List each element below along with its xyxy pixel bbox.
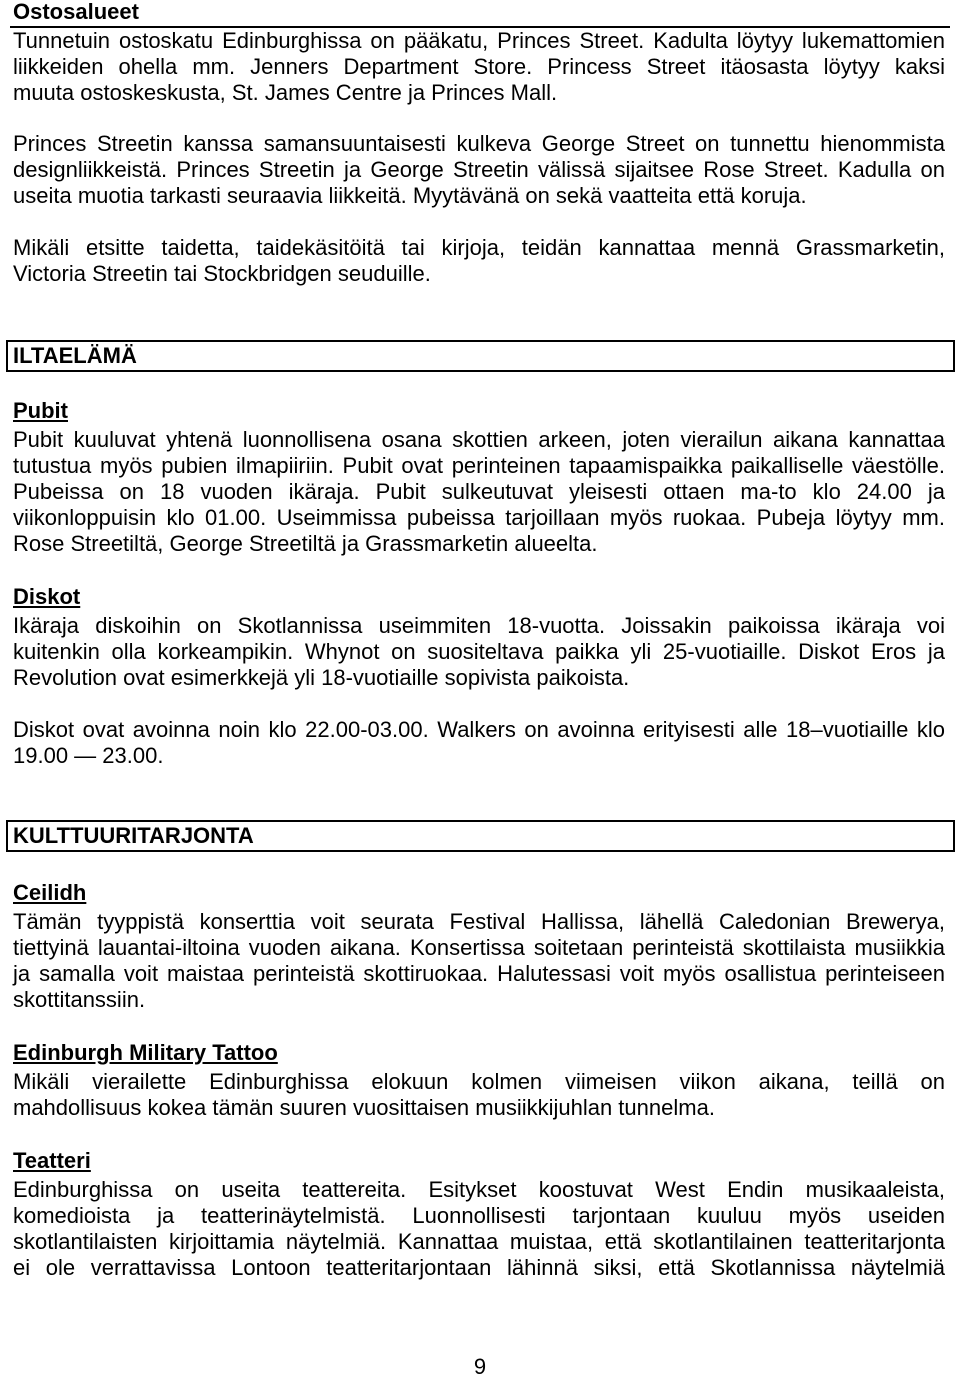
paragraph-line: liikkeiden ohella mm. Jenners Department Store. Princess Street itäosasta löytyy kaksi: [13, 54, 945, 79]
paragraph-line: Ikäraja diskoihin on Skotlannissa useimmiten 18-vuotta. Joissakin paikoissa ikäraja voi: [13, 613, 945, 638]
paragraph-line: komedioista ja teatterinäytelmistä. Luonnollisesti tarjontaan kuuluu myös useiden: [13, 1203, 945, 1228]
paragraph-line: viikonloppuisin klo 01.00. Useimmissa pubeissa tarjoillaan myös ruokaa. Pubeja löytyy mm.: [13, 505, 945, 530]
paragraph-line: muuta ostoskeskusta, St. James Centre ja Princes Mall.: [13, 80, 558, 105]
heading-teatteri: Teatteri: [13, 1148, 91, 1173]
paragraph-line: useita muotia tarkasti seuraavia liikkeitä. Myytävänä on sekä vaatteita että koruja.: [13, 183, 807, 208]
paragraph-line: Revolution ovat esimerkkejä yli 18-vuotiaille sopivista paikoista.: [13, 665, 630, 690]
paragraph-line: Diskot ovat avoinna noin klo 22.00-03.00. Walkers on avoinna erityisesti alle 18–vuotiaille klo: [13, 717, 945, 742]
shopping-paragraph-3: [13, 235, 945, 287]
paragraph-line: Edinburghissa on useita teattereita. Esitykset koostuvat West Endin musikaaleista,: [13, 1177, 945, 1202]
paragraph-line: 19.00 — 23.00.: [13, 743, 164, 768]
paragraph-line: Princes Streetin kanssa samansuuntaisesti kulkeva George Street on tunnettu hienommista: [13, 131, 945, 156]
discos-paragraph-1: [13, 613, 945, 691]
paragraph-line: Mikäli etsitte taidetta, taidekäsitöitä tai kirjoja, teidän kannattaa mennä Grassmarketin,: [13, 235, 945, 260]
section-title-kulttuuritarjonta: KULTTUURITARJONTA: [6, 820, 955, 852]
paragraph-line: Pubit kuuluvat yhtenä luonnollisena osana skottien arkeen, joten vierailun aikana kannattaa: [13, 427, 945, 452]
paragraph-line: Rose Streetiltä, George Streetiltä ja Grassmarketin alueelta.: [13, 531, 598, 556]
discos-paragraph-2: [13, 717, 945, 769]
shopping-paragraph-2: [13, 131, 945, 209]
paragraph-line: mahdollisuus kokea tämän suuren vuosittaisen musiikkijuhlan tunnelma.: [13, 1095, 715, 1120]
theatre-paragraph: [13, 1177, 945, 1281]
heading-edinburgh-military-tattoo: Edinburgh Military Tattoo: [13, 1040, 278, 1065]
paragraph-line: skottitanssiin.: [13, 987, 146, 1012]
paragraph-line: ja samalla voit maistaa perinteistä skottiruokaa. Halutessasi voit myös osallistua perinteiseen: [13, 961, 945, 986]
ceilidh-paragraph: [13, 909, 945, 1013]
paragraph-line: Mikäli vierailette Edinburghissa elokuun kolmen viimeisen viikon aikana, teillä on: [13, 1069, 945, 1094]
paragraph-line: tutustua myös pubien ilmapiiriin. Pubit ovat perinteinen tapaamispaikka paikalliselle väestölle.: [13, 453, 945, 478]
paragraph-line: designliikkeistä. Princes Streetin ja George Streetin välissä sijaitsee Rose Street. Kadulla on: [13, 157, 945, 182]
paragraph-line: Pubeissa on 18 vuoden ikäraja. Pubit sulkeutuvat yleisesti ottaen ma-to klo 24.00 ja: [13, 479, 945, 504]
paragraph-line: ei ole verrattavissa Lontoon teatteritarjontaan lähinnä siksi, että Skotlannissa näytelmiä: [13, 1255, 945, 1280]
heading-diskot: Diskot: [13, 584, 81, 609]
paragraph-line: Tunnetuin ostoskatu Edinburghissa on pääkatu, Princes Street. Kadulta löytyy lukemattomien: [13, 28, 945, 53]
paragraph-line: kuitenkin olla korkeampikin. Whynot on suositeltava paikka yli 25-vuotiaille. Diskot Eros ja: [13, 639, 945, 664]
heading-pubit: Pubit: [13, 398, 68, 423]
tattoo-paragraph: [13, 1069, 945, 1121]
heading-ostosalueet: Ostosalueet: [13, 0, 139, 24]
paragraph-line: tiettyinä lauantai-iltoina vuoden aikana. Konsertissa soitetaan perinteistä skottilaista musiikkia: [13, 935, 945, 960]
heading-ceilidh: Ceilidh: [13, 880, 87, 905]
paragraph-line: skotlantilaisten kirjoittamia näytelmiä. Kannattaa muistaa, että skotlantilainen teatteritarjonta: [13, 1229, 945, 1254]
paragraph-line: Victoria Streetin tai Stockbridgen seuduille.: [13, 261, 431, 286]
paragraph-line: Tämän tyyppistä konserttia voit seurata Festival Hallissa, lähellä Caledonian Brewerya,: [13, 909, 945, 934]
shopping-paragraph-1: [13, 28, 945, 106]
pubs-paragraph: [13, 427, 945, 557]
section-title-iltaelama: ILTAELÄMÄ: [6, 340, 955, 372]
page-number: 9: [473, 1354, 487, 1379]
